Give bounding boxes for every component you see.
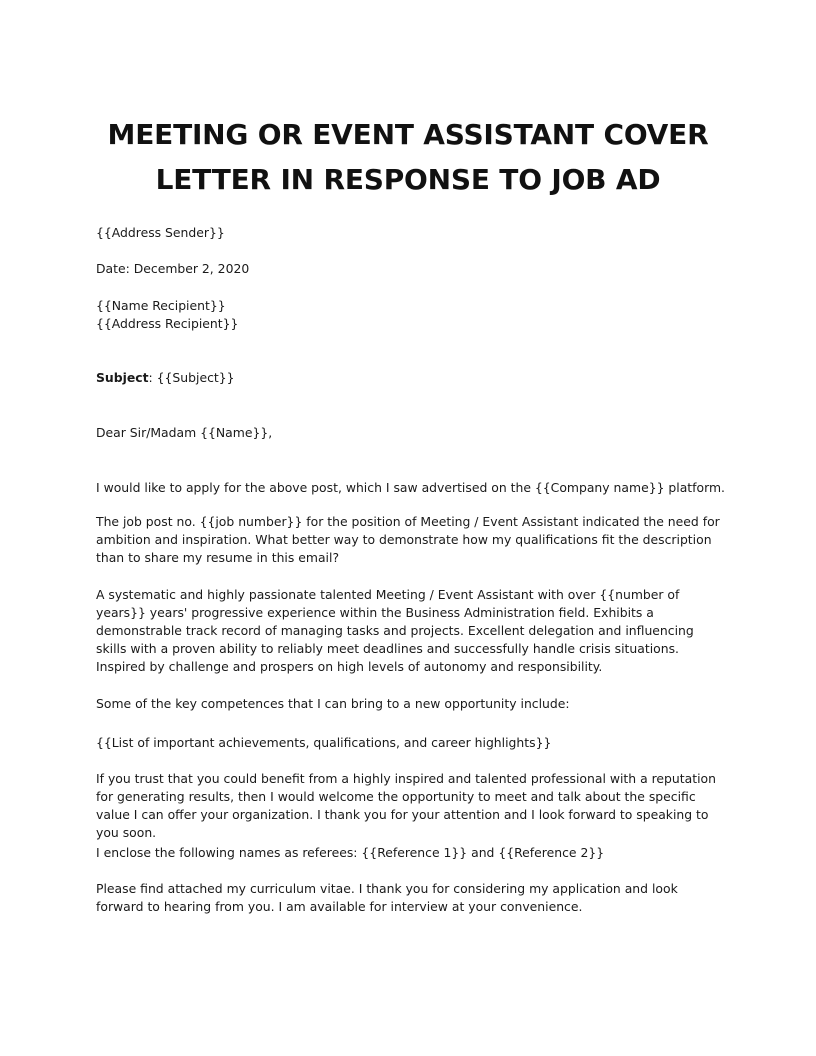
paragraph-attachment: Please find attached my curriculum vitae. I thank you for considering my application and look forward to hearing from you. I am available for interview at your convenience. [96,881,678,914]
paragraph-profile: A systematic and highly passionate talented Meeting / Event Assistant with over {{number of years}} years' progressive experience within the Business Administration field. Exhibits a demonstrable track record of managing tasks and projects. Excellent delegation and influencing skills with a proven ability to reliably meet deadlines and successfully handle crisis situations. Inspired by challenge and prospers on high levels of autonomy and responsibility. [96,587,694,674]
recipient-name: {{Name Recipient}} [96,298,226,313]
recipient-address: {{Address Recipient}} [96,316,239,331]
paragraph-closing-pitch: If you trust that you could benefit from a highly inspired and talented professional with a reputation for generating results, then I would welcome the opportunity to meet and talk about the specific value I can offer your organization. I thank you for your attention and I look forward to speaking to you soon. [96,771,716,840]
paragraph-references: I enclose the following names as referees: {{Reference 1}} and {{Reference 2}} [96,845,605,860]
title-line-2: LETTER IN RESPONSE TO JOB AD [155,163,661,196]
greeting: Dear Sir/Madam {{Name}}, [96,425,273,440]
paragraph-achievements-list: {{List of important achievements, qualifications, and career highlights}} [96,735,552,750]
title-line-1: MEETING OR EVENT ASSISTANT COVER [107,118,709,151]
paragraph-competences-intro: Some of the key competences that I can bring to a new opportunity include: [96,696,570,711]
sender-address: {{Address Sender}} [96,225,225,240]
subject-value: : {{Subject}} [148,370,235,385]
paragraph-intro: I would like to apply for the above post, which I saw advertised on the {{Company name}} platform. [96,480,725,495]
subject-label: Subject [96,370,149,385]
page-title [60,112,756,202]
paragraph-job-post: The job post no. {{job number}} for the position of Meeting / Event Assistant indicated the need for ambition and inspiration. What better way to demonstrate how my qualifications fit the description than to share my resume in this email? [96,514,720,565]
letter-date: Date: December 2, 2020 [96,261,250,276]
subject-line [96,369,726,387]
